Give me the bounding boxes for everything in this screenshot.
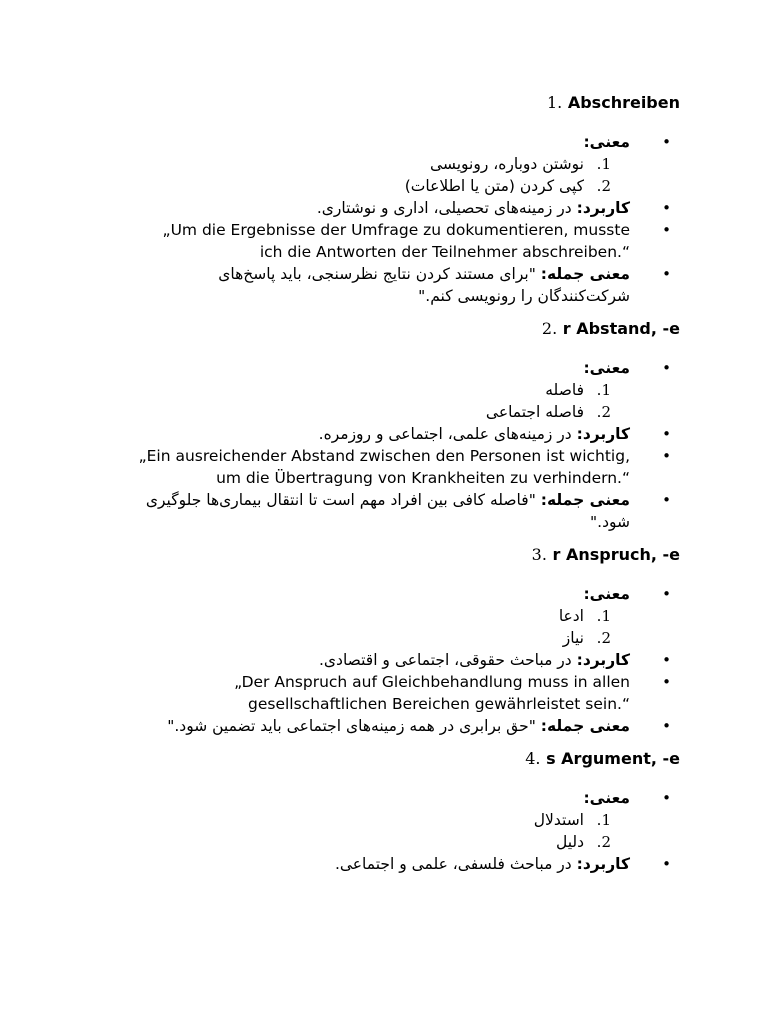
meaning-text: کپی کردن (متن یا اطلاعات) xyxy=(404,177,584,195)
meaning-text: نیاز xyxy=(562,629,584,647)
meaning-item xyxy=(138,583,680,649)
meaning-number: 2. xyxy=(596,833,611,851)
usage-item xyxy=(138,423,680,445)
meaning-list xyxy=(138,605,630,649)
usage-text: در مباحث حقوقی، اجتماعی و اقتصادی. xyxy=(318,651,577,669)
entry-heading xyxy=(90,317,680,341)
entry-number: 3. xyxy=(531,545,547,564)
usage-label: کاربرد: xyxy=(576,425,630,443)
translation-item xyxy=(138,489,680,533)
usage-text: در زمینه‌های علمی، اجتماعی و روزمره. xyxy=(318,425,577,443)
meaning-number: 1. xyxy=(596,811,611,829)
meaning-number: 1. xyxy=(596,381,611,399)
usage-item xyxy=(138,197,680,219)
translation-text: "فاصله کافی بین افراد مهم است تا انتقال بیماری‌ها جلوگیری شود." xyxy=(145,491,630,531)
meaning-item xyxy=(138,787,680,853)
entry-details xyxy=(90,583,680,737)
meaning-item xyxy=(138,131,680,197)
meaning-label: معنی: xyxy=(583,585,630,603)
vocab-entry-1 xyxy=(90,91,680,307)
meaning-entry xyxy=(138,153,630,175)
usage-text: در مباحث فلسفی، علمی و اجتماعی. xyxy=(334,855,577,873)
entry-title: r Anspruch, -e xyxy=(552,545,680,564)
usage-label: کاربرد: xyxy=(576,651,630,669)
document-content xyxy=(90,91,680,875)
entry-number: 4. xyxy=(525,749,541,768)
vocab-entry-3 xyxy=(90,543,680,737)
meaning-text: استدلال xyxy=(533,811,584,829)
entry-title: Abschreiben xyxy=(567,93,680,112)
entry-heading xyxy=(90,747,680,771)
meaning-number: 2. xyxy=(596,629,611,647)
translation-label: معنی جمله: xyxy=(540,717,630,735)
translation-label: معنی جمله: xyxy=(540,265,630,283)
meaning-entry xyxy=(138,809,630,831)
entry-title: s Argument, -e xyxy=(546,749,680,768)
example-sentence: • „Der Anspruch auf Gleichbehandlung muss in allen gesellschaftlichen Bereichen gewährleistet sein.“ xyxy=(138,671,680,715)
meaning-entry xyxy=(138,831,630,853)
entry-number: 1. xyxy=(547,93,563,112)
usage-text: در زمینه‌های تحصیلی، اداری و نوشتاری. xyxy=(316,199,577,217)
usage-item xyxy=(138,649,680,671)
meaning-text: فاصله xyxy=(545,381,584,399)
vocab-entry-4 xyxy=(90,747,680,875)
usage-label: کاربرد: xyxy=(576,855,630,873)
meaning-label: معنی: xyxy=(583,133,630,151)
translation-text: "برای مستند کردن نتایج نظرسنجی، باید پاسخ‌های شرکت‌کنندگان را رونویسی کنم." xyxy=(218,265,630,305)
vocab-entry-2 xyxy=(90,317,680,533)
meaning-entry xyxy=(138,401,630,423)
meaning-label: معنی: xyxy=(583,359,630,377)
meaning-entry xyxy=(138,605,630,627)
example-sentence: • „Um die Ergebnisse der Umfrage zu dokumentieren, musste ich die Antworten der Teilnehmer abschreiben.“ xyxy=(138,219,680,263)
entry-heading xyxy=(90,91,680,115)
meaning-list xyxy=(138,153,630,197)
translation-item xyxy=(138,263,680,307)
usage-label: کاربرد: xyxy=(576,199,630,217)
meaning-text: فاصله اجتماعی xyxy=(485,403,584,421)
meaning-entry xyxy=(138,627,630,649)
meaning-number: 2. xyxy=(596,403,611,421)
entry-details xyxy=(90,131,680,307)
translation-item xyxy=(138,715,680,737)
meaning-label: معنی: xyxy=(583,789,630,807)
entry-number: 2. xyxy=(541,319,558,338)
entry-details xyxy=(90,787,680,875)
entry-heading xyxy=(90,543,680,567)
meaning-number: 2. xyxy=(596,177,611,195)
meaning-entry xyxy=(138,175,630,197)
meaning-number: 1. xyxy=(596,155,611,173)
translation-text: "حق برابری در همه زمینه‌های اجتماعی باید تضمین شود." xyxy=(167,717,541,735)
usage-item xyxy=(138,853,680,875)
translation-label: معنی جمله: xyxy=(540,491,630,509)
meaning-text: ادعا xyxy=(558,607,584,625)
meaning-number: 1. xyxy=(596,607,611,625)
meaning-item xyxy=(138,357,680,423)
meaning-list xyxy=(138,379,630,423)
meaning-entry xyxy=(138,379,630,401)
meaning-text: نوشتن دوباره، رونویسی xyxy=(429,155,584,173)
meaning-list xyxy=(138,809,630,853)
meaning-text: دلیل xyxy=(555,833,584,851)
entry-title: r Abstand, -e xyxy=(562,319,680,338)
entry-details xyxy=(90,357,680,533)
example-sentence: • „Ein ausreichender Abstand zwischen den Personen ist wichtig, um die Übertragung von Krankheiten zu verhindern.“ xyxy=(138,445,680,489)
